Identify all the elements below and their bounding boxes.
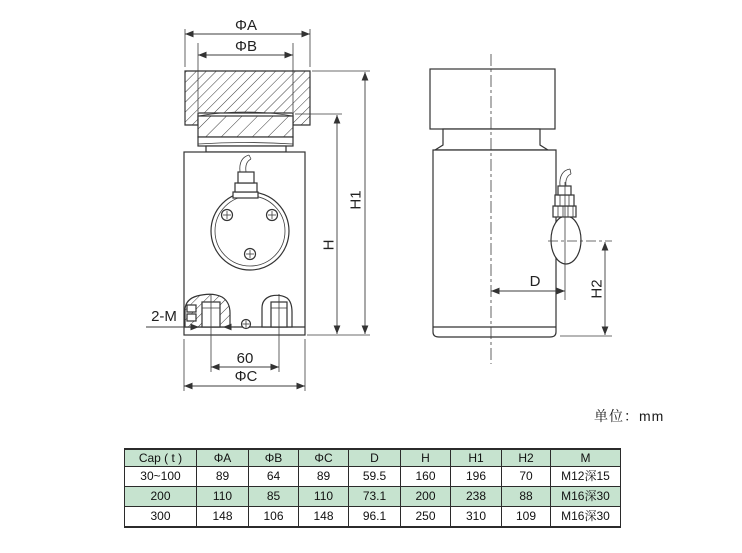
- table-cell: 64: [249, 467, 299, 487]
- table-cell: 89: [197, 467, 249, 487]
- table-cell: 88: [502, 487, 551, 507]
- col-header-h1: H1: [451, 449, 502, 467]
- neck-side: [435, 129, 548, 150]
- table-cell: 250: [401, 507, 451, 528]
- table-cell: 30~100: [125, 467, 197, 487]
- table-cell: 110: [197, 487, 249, 507]
- front-view-drawing: [146, 17, 370, 391]
- table-cell: 196: [451, 467, 502, 487]
- table-cell: M16深30: [551, 507, 621, 528]
- spec-table: [124, 448, 621, 528]
- table-cell: 70: [502, 467, 551, 487]
- table-cell: 238: [451, 487, 502, 507]
- col-header-phi-b: ΦB: [249, 449, 299, 467]
- table-row: [125, 467, 621, 487]
- dim-label-h1: H1: [347, 190, 365, 210]
- col-header-cap: Cap ( t ): [125, 449, 197, 467]
- table-header-row: [125, 449, 621, 467]
- washer: [198, 137, 293, 146]
- table-cell: M16深30: [551, 487, 621, 507]
- collar: [206, 146, 286, 152]
- col-header-phi-a: ΦA: [197, 449, 249, 467]
- cap-side: [430, 69, 555, 129]
- table-cell: 160: [401, 467, 451, 487]
- dim-label-bolt-spacing: 60: [236, 350, 254, 367]
- dim-h1: [307, 71, 370, 335]
- mounting-bolt-right: [262, 295, 292, 327]
- dim-label-thread: 2-M: [151, 308, 177, 325]
- dim-label-phi-b: ΦB: [235, 38, 257, 55]
- table-cell: 148: [197, 507, 249, 528]
- col-header-h2: H2: [502, 449, 551, 467]
- table-cell: 200: [125, 487, 197, 507]
- unit-note: 单位：mm: [594, 408, 665, 424]
- col-header-d: D: [349, 449, 401, 467]
- table-cell: 200: [401, 487, 451, 507]
- table-cell: 106: [249, 507, 299, 528]
- dim-label-phi-a: ΦA: [235, 17, 257, 34]
- table-cell: 148: [299, 507, 349, 528]
- mounting-bolt-left: [185, 294, 230, 327]
- table-cell: 96.1: [349, 507, 401, 528]
- col-header-h: H: [401, 449, 451, 467]
- dim-label-h2: H2: [588, 279, 606, 299]
- table-cell: 300: [125, 507, 197, 528]
- table-row: [125, 507, 621, 528]
- dim-label-d: D: [529, 273, 541, 290]
- table-cell: 59.5: [349, 467, 401, 487]
- load-button-section: [198, 116, 293, 137]
- table-cell: 310: [451, 507, 502, 528]
- table-cell: 109: [502, 507, 551, 528]
- table-cell: 89: [299, 467, 349, 487]
- table-cell: 110: [299, 487, 349, 507]
- table-cell: 85: [249, 487, 299, 507]
- dim-bolt-spacing: [211, 350, 279, 367]
- col-header-phi-c: ΦC: [299, 449, 349, 467]
- side-view-drawing: [430, 54, 612, 364]
- dim-label-phi-c: ΦC: [234, 368, 258, 385]
- col-header-m: M: [551, 449, 621, 467]
- table-row: [125, 487, 621, 507]
- dim-label-h: H: [320, 239, 338, 251]
- table-cell: M12深15: [551, 467, 621, 487]
- table-cell: 73.1: [349, 487, 401, 507]
- body-side: [433, 150, 556, 337]
